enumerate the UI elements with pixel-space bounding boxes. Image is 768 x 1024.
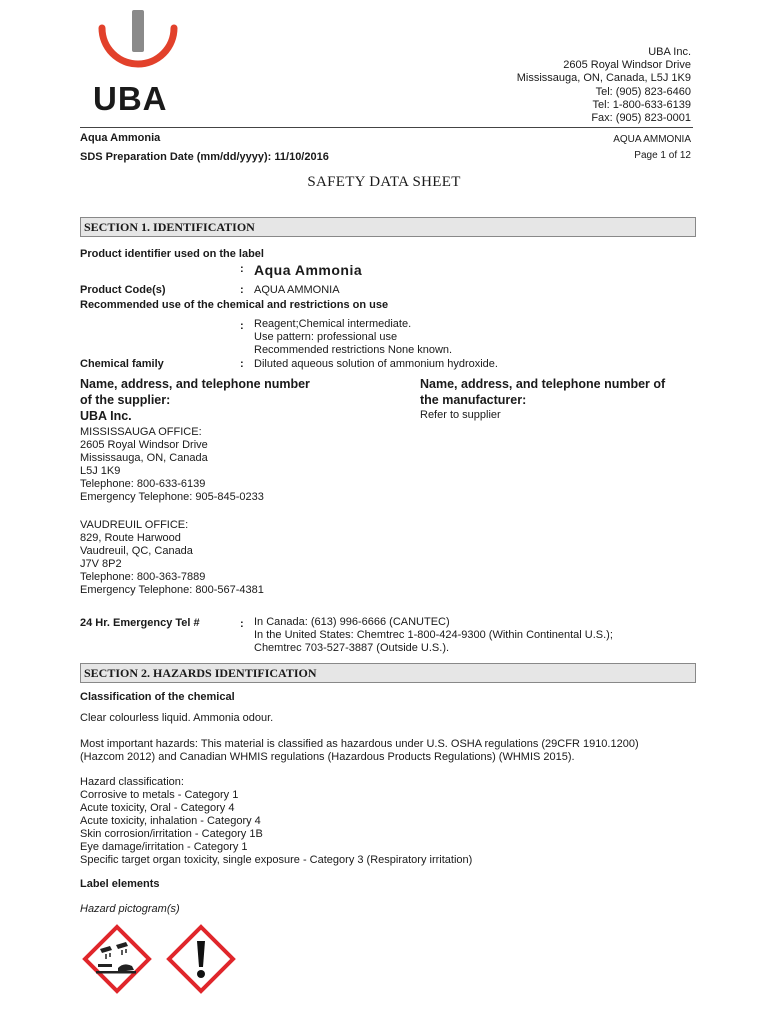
section-1-heading: SECTION 1. IDENTIFICATION — [80, 217, 696, 237]
office-line: Emergency Telephone: 905-845-0233 — [80, 491, 264, 503]
chemical-family-value: Diluted aqueous solution of ammonium hydroxide. — [254, 358, 498, 370]
colon-separator: : — [240, 284, 244, 296]
hazards-text-line1: Most important hazards: This material is classified as hazardous under U.S. OSHA regulations (29CFR 1910.1200) — [80, 738, 639, 750]
header-product-code: AQUA AMMONIA — [613, 134, 691, 145]
chemical-family-label: Chemical family — [80, 358, 164, 370]
hazard-class-line: Hazard classification: — [80, 776, 184, 788]
company-fax: Fax: (905) 823-0001 — [591, 112, 691, 125]
product-identifier-label: Product identifier used on the label — [80, 248, 264, 260]
vaudreuil-office-block — [80, 519, 264, 597]
office-line: MISSISSAUGA OFFICE: — [80, 426, 202, 438]
office-line: Telephone: 800-363-7889 — [80, 571, 206, 583]
header-product-name: Aqua Ammonia — [80, 132, 161, 144]
exclamation-pictogram-icon — [166, 924, 236, 994]
emergency-tel-line: In the United States: Chemtrec 1-800-424-9300 (Within Continental U.S.); — [254, 629, 613, 641]
corrosion-pictogram-icon — [82, 924, 152, 994]
colon-separator: : — [240, 263, 244, 275]
sds-preparation-date: SDS Preparation Date (mm/dd/yyyy): 11/10/2016 — [80, 151, 329, 163]
company-tel2: Tel: 1-800-633-6139 — [592, 98, 691, 111]
manufacturer-heading — [420, 376, 665, 408]
hazard-class-line: Specific target organ toxicity, single exposure - Category 3 (Respiratory irritation) — [80, 854, 473, 866]
logo-text: UBA — [93, 80, 168, 117]
company-address-line1: 2605 Royal Windsor Drive — [563, 59, 691, 72]
office-line: 829, Route Harwood — [80, 532, 181, 544]
colon-separator: : — [240, 618, 244, 630]
hazard-class-line: Skin corrosion/irritation - Category 1B — [80, 828, 263, 840]
document-title: SAFETY DATA SHEET — [307, 174, 461, 190]
recommended-use-line: Use pattern: professional use — [254, 331, 398, 343]
recommended-use-line: Reagent;Chemical intermediate. — [254, 318, 412, 330]
most-important-hazards — [80, 738, 639, 764]
product-code-value: AQUA AMMONIA — [254, 284, 340, 296]
uba-logo — [88, 10, 188, 118]
classification-label: Classification of the chemical — [80, 691, 235, 703]
office-line: Vaudreuil, QC, Canada — [80, 545, 193, 557]
emergency-tel-label: 24 Hr. Emergency Tel # — [80, 617, 200, 629]
label-elements-heading: Label elements — [80, 878, 160, 890]
manufacturer-value: Refer to supplier — [420, 409, 501, 421]
hazard-pictogram-label: Hazard pictogram(s) — [80, 903, 180, 915]
hazard-class-line: Acute toxicity, inhalation - Category 4 — [80, 815, 261, 827]
header-divider — [80, 127, 693, 128]
office-line: Mississauga, ON, Canada — [80, 452, 208, 464]
company-name: UBA Inc. — [648, 46, 691, 58]
hazard-class-line: Acute toxicity, Oral - Category 4 — [80, 802, 235, 814]
page-number: Page 1 of 12 — [634, 150, 691, 161]
supplier-heading-line2: of the supplier: — [80, 393, 171, 407]
hazard-class-line: Eye damage/irritation - Category 1 — [80, 841, 248, 853]
section-2-heading: SECTION 2. HAZARDS IDENTIFICATION — [80, 663, 696, 683]
colon-separator: : — [240, 320, 244, 332]
office-line: Emergency Telephone: 800-567-4381 — [80, 584, 264, 596]
product-identifier-value: Aqua Ammonia — [254, 262, 363, 278]
uba-logo-icon — [88, 10, 188, 80]
emergency-tel-line: In Canada: (613) 996-6666 (CANUTEC) — [254, 616, 450, 628]
company-address-line2: Mississauga, ON, Canada, L5J 1K9 — [516, 72, 691, 85]
office-line: L5J 1K9 — [80, 465, 121, 477]
mississauga-office-block — [80, 426, 264, 504]
supplier-name: UBA Inc. — [80, 409, 132, 423]
emergency-tel-list — [254, 616, 613, 655]
hazard-class-line: Corrosive to metals - Category 1 — [80, 789, 239, 801]
manufacturer-heading-line2: the manufacturer: — [420, 393, 527, 407]
company-tel1: Tel: (905) 823-6460 — [595, 85, 691, 98]
supplier-heading — [80, 376, 310, 424]
appearance-text: Clear colourless liquid. Ammonia odour. — [80, 712, 274, 724]
manufacturer-heading-line1: Name, address, and telephone number of — [420, 377, 666, 391]
office-line: 2605 Royal Windsor Drive — [80, 439, 208, 451]
company-address-block — [517, 46, 691, 125]
office-line: Telephone: 800-633-6139 — [80, 478, 206, 490]
recommended-use-list — [254, 318, 452, 357]
recommended-use-line: Recommended restrictions None known. — [254, 344, 453, 356]
emergency-tel-line: Chemtrec 703-527-3887 (Outside U.S.). — [254, 642, 450, 654]
colon-separator: : — [240, 358, 244, 370]
recommended-use-label: Recommended use of the chemical and restrictions on use — [80, 299, 389, 311]
supplier-heading-line1: Name, address, and telephone number — [80, 377, 310, 391]
hazards-text-line2: (Hazcom 2012) and Canadian WHMIS regulations (Hazardous Products Regulations) (WHMIS 2015). — [80, 751, 575, 763]
office-line: VAUDREUIL OFFICE: — [80, 519, 189, 531]
hazard-classification-list — [80, 776, 472, 867]
product-code-label: Product Code(s) — [80, 284, 166, 296]
office-line: J7V 8P2 — [80, 558, 122, 570]
